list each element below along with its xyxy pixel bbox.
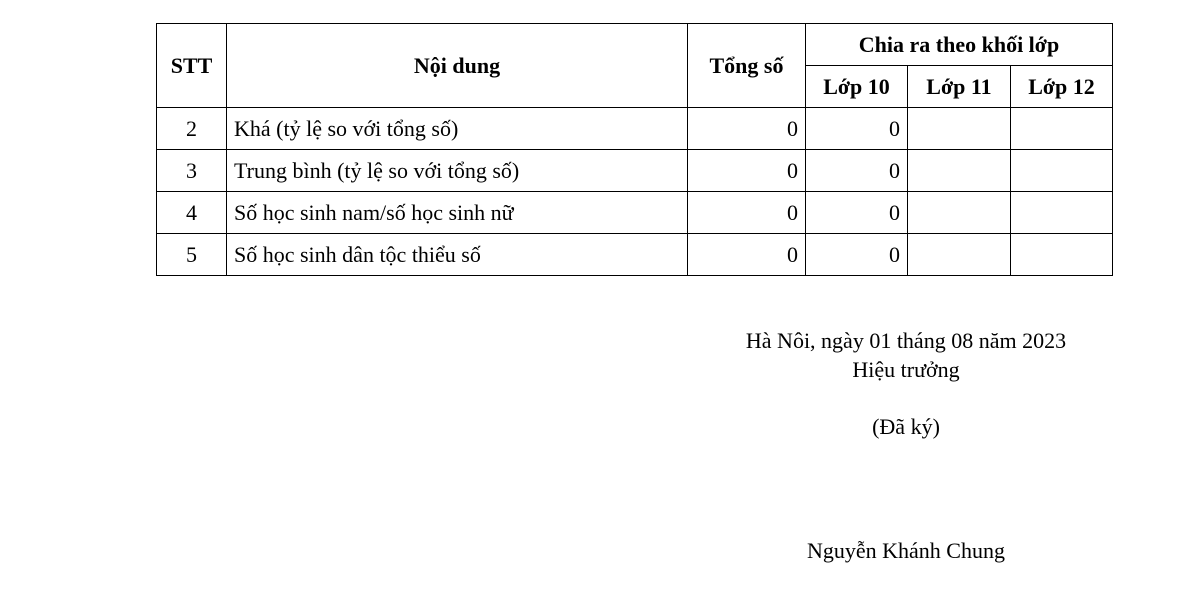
cell-grade-10: 0 — [806, 108, 908, 150]
table-row — [157, 192, 1113, 234]
cell-grade-11 — [908, 150, 1011, 192]
cell-grade-11 — [908, 108, 1011, 150]
header-grade-10: Lớp 10 — [806, 66, 908, 108]
cell-grade-10: 0 — [806, 234, 908, 276]
cell-stt: 2 — [157, 108, 227, 150]
cell-content: Số học sinh dân tộc thiểu số — [227, 234, 688, 276]
header-content: Nội dung — [227, 24, 688, 108]
signature-place-date: Hà Nôi, ngày 01 tháng 08 năm 2023 — [745, 328, 1067, 353]
table-row — [157, 108, 1113, 150]
statistics-table — [156, 23, 1113, 276]
cell-grade-11 — [908, 192, 1011, 234]
cell-stt: 4 — [157, 192, 227, 234]
cell-stt: 5 — [157, 234, 227, 276]
cell-grade-12 — [1011, 150, 1113, 192]
cell-grade-11 — [908, 234, 1011, 276]
table-row — [157, 150, 1113, 192]
cell-grade-12 — [1011, 108, 1113, 150]
cell-total: 0 — [688, 234, 806, 276]
cell-total: 0 — [688, 150, 806, 192]
header-grade-12: Lớp 12 — [1011, 66, 1113, 108]
cell-content: Trung bình (tỷ lệ so với tổng số) — [227, 150, 688, 192]
signature-name: Nguyễn Khánh Chung — [807, 538, 1005, 563]
header-total: Tổng số — [688, 24, 806, 108]
header-grade-11: Lớp 11 — [908, 66, 1011, 108]
table-header-row — [157, 24, 1113, 66]
cell-content: Khá (tỷ lệ so với tổng số) — [227, 108, 688, 150]
header-grade-group: Chia ra theo khối lớp — [806, 24, 1113, 66]
cell-stt: 3 — [157, 150, 227, 192]
table-row — [157, 234, 1113, 276]
cell-grade-12 — [1011, 192, 1113, 234]
cell-total: 0 — [688, 108, 806, 150]
cell-content: Số học sinh nam/số học sinh nữ — [227, 192, 688, 234]
cell-grade-10: 0 — [806, 150, 908, 192]
cell-total: 0 — [688, 192, 806, 234]
cell-grade-12 — [1011, 234, 1113, 276]
signature-title: Hiệu trưởng — [852, 357, 960, 382]
signature-signed-note: (Đã ký) — [872, 414, 940, 439]
header-stt: STT — [157, 24, 227, 108]
cell-grade-10: 0 — [806, 192, 908, 234]
